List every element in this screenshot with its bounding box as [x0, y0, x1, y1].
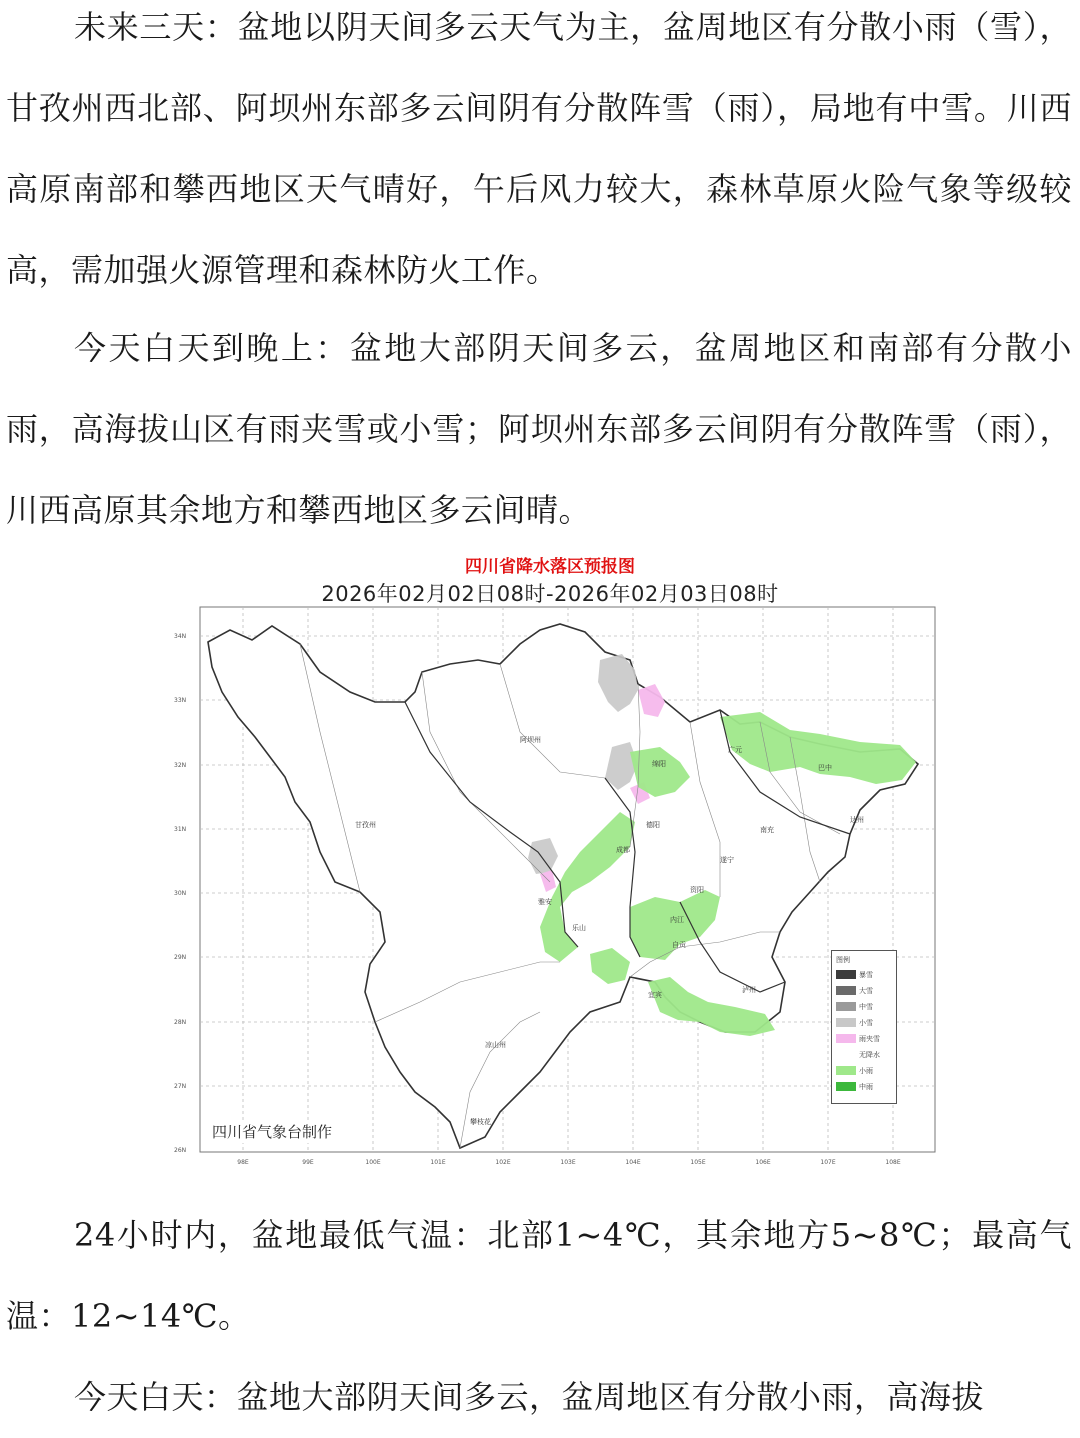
legend-item	[836, 1017, 873, 1028]
legend-item	[836, 969, 873, 980]
svg-text:巴中: 巴中	[818, 764, 832, 772]
legend-label: 小雨	[859, 1066, 873, 1075]
legend-label: 中雨	[859, 1082, 873, 1091]
svg-text:遂宁: 遂宁	[720, 856, 734, 864]
map-subtitle: 2026年02月02日08时-2026年02月03日08时	[321, 582, 779, 606]
svg-text:108E: 108E	[885, 1159, 901, 1166]
map-canvas	[160, 552, 940, 1182]
temperature-paragraph: 24小时内，盆地最低气温：北部1~4℃，其余地方5~8℃；最高气温：12~14℃。	[6, 1216, 1072, 1335]
svg-text:资阳: 资阳	[690, 886, 704, 894]
legend-swatch	[836, 970, 856, 979]
svg-text:101E: 101E	[430, 1159, 446, 1166]
svg-text:攀枝花: 攀枝花	[470, 1118, 491, 1126]
legend-label: 小雪	[859, 1018, 873, 1027]
svg-text:德阳: 德阳	[646, 821, 660, 829]
legend-label: 无降水	[859, 1050, 880, 1059]
svg-text:绵阳: 绵阳	[652, 760, 666, 768]
lat-label-29: 29N	[174, 954, 187, 961]
svg-text:104E: 104E	[625, 1159, 641, 1166]
legend-swatch	[836, 1050, 856, 1059]
lat-label-30: 30N	[174, 890, 187, 897]
svg-text:达州: 达州	[850, 816, 864, 824]
legend-item	[836, 1033, 880, 1044]
legend-label: 暴雪	[859, 970, 873, 979]
svg-text:宜宾: 宜宾	[648, 991, 662, 999]
forecast-daytime-paragraph: 今天白天：盆地大部阴天间多云，盆周地区有分散小雨，高海拔	[74, 1378, 985, 1416]
svg-text:南充: 南充	[760, 826, 774, 834]
precipitation-forecast-map	[160, 552, 940, 1182]
svg-text:自贡: 自贡	[672, 941, 686, 949]
lat-labels	[174, 633, 186, 1154]
map-credit: 四川省气象台制作	[208, 1120, 336, 1143]
legend-swatch	[836, 1082, 856, 1091]
svg-text:广元: 广元	[728, 746, 742, 754]
svg-text:内江: 内江	[670, 916, 684, 924]
lat-label-27: 27N	[174, 1083, 187, 1090]
svg-text:103E: 103E	[560, 1159, 576, 1166]
lat-label-33: 33N	[174, 697, 187, 704]
lat-label-26: 26N	[174, 1147, 187, 1154]
legend-swatch	[836, 1018, 856, 1027]
svg-text:乐山: 乐山	[572, 924, 586, 932]
svg-text:107E: 107E	[820, 1159, 836, 1166]
legend-item	[836, 1001, 873, 1012]
legend-swatch	[836, 1034, 856, 1043]
legend-swatch	[836, 1002, 856, 1011]
legend-label: 雨夹雪	[859, 1034, 880, 1043]
lat-label-34: 34N	[174, 633, 187, 640]
svg-text:102E: 102E	[495, 1159, 511, 1166]
legend-label: 中雪	[859, 1002, 873, 1011]
legend-title: 图例	[836, 956, 850, 964]
forecast-three-day-paragraph: 未来三天：盆地以阴天间多云天气为主，盆周地区有分散小雨（雪），甘孜州西北部、阿坝州东部多云间阴有分散阵雪（雨），局地有中雪。川西高原南部和攀西地区天气晴好，午后风力较大，森林草原火险气象等级较高，需加强火源管理和森林防火工作。	[6, 8, 1072, 289]
legend-swatch	[836, 986, 856, 995]
svg-text:成都: 成都	[616, 846, 630, 854]
legend-item	[836, 1049, 880, 1060]
lat-label-32: 32N	[174, 762, 187, 769]
legend-item	[836, 1065, 873, 1076]
lat-label-28: 28N	[174, 1019, 187, 1026]
svg-text:泸州: 泸州	[742, 986, 756, 994]
legend-item	[836, 985, 873, 996]
lon-labels	[237, 1159, 901, 1166]
forecast-today-paragraph: 今天白天到晚上：盆地大部阴天间多云，盆周地区和南部有分散小雨，高海拔山区有雨夹雪或小雪；阿坝州东部多云间阴有分散阵雪（雨），川西高原其余地方和攀西地区多云间晴。	[6, 329, 1072, 529]
svg-text:100E: 100E	[365, 1159, 381, 1166]
svg-text:105E: 105E	[690, 1159, 706, 1166]
lat-label-31: 31N	[174, 826, 187, 833]
svg-text:99E: 99E	[302, 1159, 314, 1166]
legend-item	[836, 1081, 873, 1092]
svg-text:甘孜州: 甘孜州	[355, 821, 376, 829]
map-legend	[831, 950, 897, 1104]
legend-label: 大雪	[859, 986, 873, 995]
svg-text:98E: 98E	[237, 1159, 249, 1166]
svg-text:雅安: 雅安	[538, 898, 552, 906]
map-title: 四川省降水落区预报图	[465, 557, 635, 577]
svg-text:阿坝州: 阿坝州	[520, 736, 541, 744]
svg-text:106E: 106E	[755, 1159, 771, 1166]
svg-text:凉山州: 凉山州	[485, 1041, 506, 1049]
legend-swatch	[836, 1066, 856, 1075]
